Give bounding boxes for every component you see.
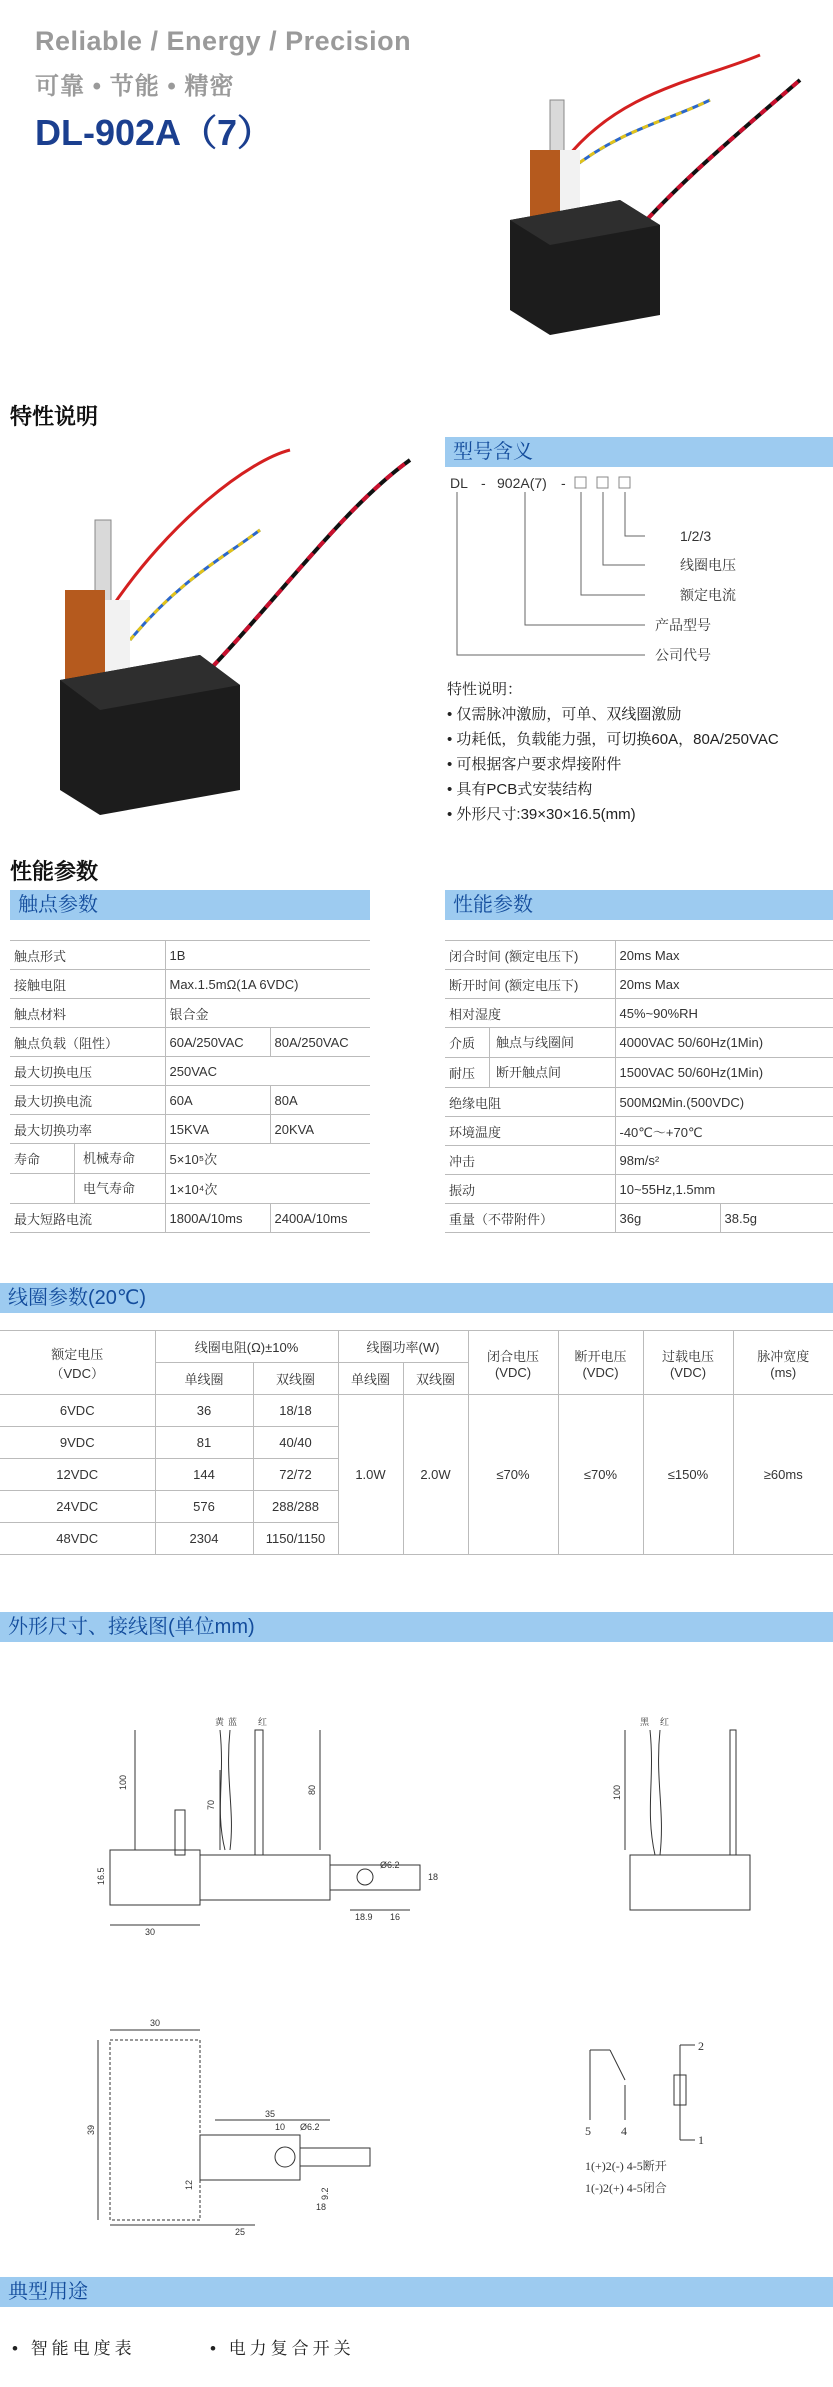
- table-row: 闭合时间 (额定电压下) 20ms Max: [445, 941, 833, 970]
- table-row: 9VDC 81 40/40: [0, 1427, 833, 1459]
- label-black: 黑: [640, 1717, 650, 1727]
- dim-6-2: Ø6.2: [380, 1860, 400, 1870]
- dim-30-bottom: 30: [150, 2018, 161, 2028]
- table-row: 触点形式 1B: [10, 941, 370, 970]
- coil-params-bar: 线圈参数(20℃): [0, 1283, 833, 1313]
- label-product-model: 产品型号: [655, 617, 711, 633]
- dim-39: 39: [86, 2124, 96, 2135]
- dim-18-9: 18.9: [355, 1912, 373, 1922]
- table-row: 环境温度 -40℃～+70℃: [445, 1117, 833, 1146]
- feature-item: • 可根据客户要求焊接附件: [447, 756, 622, 773]
- dim-80: 80: [307, 1784, 317, 1795]
- pin-5: 5: [585, 2124, 591, 2138]
- feature-item: • 功耗低，负载能力强，可切换60A，80A/250VAC: [447, 731, 779, 748]
- dim-100-side: 100: [612, 1784, 622, 1800]
- label-size: 1/2/3: [680, 528, 712, 544]
- table-row: 触点负载（阻性） 60A/250VAC 80A/250VAC: [10, 1028, 370, 1057]
- wiring-note-1: 1(+)2(-) 4-5断开: [585, 2159, 667, 2173]
- dim-35: 35: [265, 2109, 276, 2119]
- table-row: 重量（不带附件） 36g 38.5g: [445, 1204, 833, 1233]
- table-row: 触点材料 银合金: [10, 999, 370, 1028]
- wiring-note-2: 1(-)2(+) 4-5闭合: [585, 2181, 667, 2195]
- code-model: 902A(7): [497, 475, 547, 491]
- uses-bar: 典型用途: [0, 2277, 833, 2307]
- product-photo-main: [40, 440, 420, 820]
- dim-12: 12: [184, 2179, 194, 2190]
- coil-params-table: 额定电压 （VDC） 线圈电阻(Ω)±10% 线圈功率(W) 闭合电压 (VDC) 断开电压 (VDC) 过载电压 (VDC) 脉冲宽度 (ms) 单线圈 双线圈 单线圈 双线圈 6VDC 36 18/18 1.0W 2.0W ≤70% ≤70% ≤150% ≥60ms 9VDC 81 40/40 12VDC 144 72/72 24VDC 576 288/288 48VDC 2304 1150/1150: [0, 1330, 833, 1555]
- dim-9-2: 9.2: [320, 2187, 330, 2200]
- perf-params-table: [445, 940, 833, 1233]
- model-meaning-diagram: [445, 470, 833, 670]
- table-row: 相对湿度 45%~90%RH: [445, 999, 833, 1028]
- use-item: • 智能电度表: [12, 2339, 136, 2358]
- contact-params-bar: 触点参数: [10, 890, 370, 920]
- dim-18: 18: [428, 1872, 439, 1882]
- tagline-cn: 可靠 • 节能 • 精密: [35, 73, 235, 100]
- label-rated-current: 额定电流: [680, 587, 736, 603]
- label-yellow: 黄: [215, 1717, 225, 1727]
- table-row: 最大切换电压 250VAC: [10, 1057, 370, 1086]
- label-red-side: 红: [660, 1717, 670, 1727]
- page-title: DL-902A（7）: [35, 112, 274, 153]
- table-row: 耐压 断开触点间 1500VAC 50/60Hz(1Min): [445, 1058, 833, 1088]
- pin-1: 1: [698, 2133, 704, 2147]
- label-blue: 蓝: [228, 1717, 238, 1727]
- code-dash: -: [481, 475, 486, 491]
- tagline: Reliable / Energy / Precision: [35, 26, 412, 56]
- table-row: 接触电阻 Max.1.5mΩ(1A 6VDC): [10, 970, 370, 999]
- dim-6-2-bottom: Ø6.2: [300, 2122, 320, 2132]
- features-section-title: 特性说明: [10, 404, 99, 429]
- table-row: 寿命 机械寿命 5×10⁵次: [10, 1144, 370, 1174]
- performance-section-title: 性能参数: [10, 859, 99, 884]
- product-photo-top: [470, 30, 810, 350]
- table-row: 绝缘电阻 500MΩMin.(500VDC): [445, 1088, 833, 1117]
- dim-16: 16: [390, 1912, 401, 1922]
- table-row: 48VDC 2304 1150/1150: [0, 1523, 833, 1555]
- contact-params-table: [10, 940, 370, 1233]
- table-row: 6VDC 36 18/18 1.0W 2.0W ≤70% ≤70% ≤150% ≥60ms: [0, 1395, 833, 1427]
- pin-2: 2: [698, 2039, 704, 2053]
- table-row: 12VDC 144 72/72: [0, 1459, 833, 1491]
- use-item: • 电力复合开关: [210, 2339, 355, 2358]
- table-row: 最大切换电流 60A 80A: [10, 1086, 370, 1115]
- dim-30: 30: [145, 1927, 156, 1937]
- dim-100: 100: [118, 1774, 128, 1790]
- features-list: [447, 677, 833, 827]
- bottom-view-drawing: [86, 2010, 400, 2240]
- code-prefix: DL: [450, 475, 468, 491]
- perf-params-bar: 性能参数: [445, 890, 833, 920]
- dim-70: 70: [206, 1799, 216, 1810]
- dim-18-bottom: 18: [316, 2202, 327, 2212]
- table-row: 介质 触点与线圈间 4000VAC 50/60Hz(1Min): [445, 1028, 833, 1058]
- table-row: 最大切换功率 15KVA 20KVA: [10, 1115, 370, 1144]
- code-suffix: -: [561, 475, 566, 491]
- table-row: 冲击 98m/s²: [445, 1146, 833, 1175]
- wiring-diagram: [570, 2010, 770, 2210]
- dim-16-5: 16.5: [96, 1867, 106, 1885]
- dim-10: 10: [275, 2122, 286, 2132]
- front-view-drawing: [90, 1700, 450, 1940]
- label-company-code: 公司代号: [655, 647, 711, 663]
- feature-item: • 仅需脉冲激励，可单、双线圈激励: [447, 706, 682, 723]
- table-row: 电气寿命 1×10⁴次: [10, 1174, 370, 1204]
- table-row: 最大短路电流 1800A/10ms 2400A/10ms: [10, 1204, 370, 1233]
- model-meaning-bar: 型号含义: [445, 437, 833, 467]
- table-row: 振动 10~55Hz,1.5mm: [445, 1175, 833, 1204]
- side-view-drawing: [600, 1700, 780, 1920]
- table-row: 24VDC 576 288/288: [0, 1491, 833, 1523]
- feature-item: • 具有PCB式安装结构: [447, 781, 593, 798]
- features-heading: 特性说明：: [447, 681, 523, 698]
- label-coil-voltage: 线圈电压: [680, 557, 736, 573]
- feature-item: • 外形尺寸:39×30×16.5(mm): [447, 806, 636, 823]
- dimensions-bar: 外形尺寸、接线图(单位mm): [0, 1612, 833, 1642]
- table-row: 断开时间 (额定电压下) 20ms Max: [445, 970, 833, 999]
- label-red: 红: [258, 1717, 268, 1727]
- dim-25: 25: [235, 2227, 246, 2237]
- pin-4: 4: [621, 2124, 627, 2138]
